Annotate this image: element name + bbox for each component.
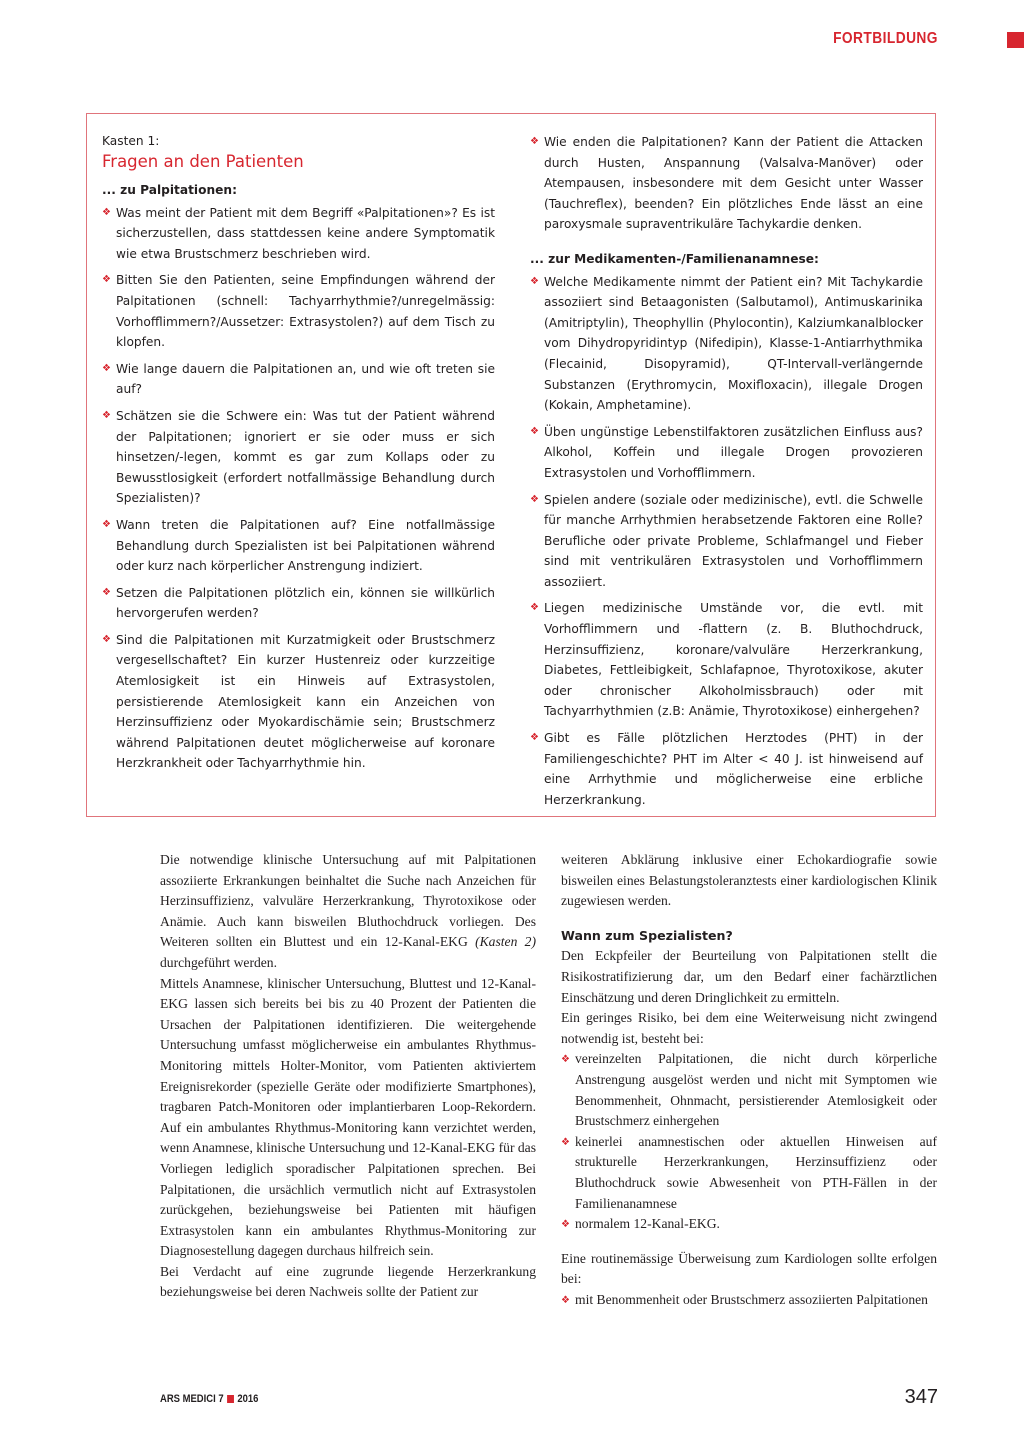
box-question: ❖ Liegen medizinische Umstände vor, die evtl. mit Vorhofflimmern und -flattern (z. B. Bluthochdruck, Herzinsuffizienz, koronare/valvuläre Herzerkrankung, Diabetes, Fettleibigkeit, Schlafapnoe, Thyrotoxikose, akuter oder chronischer Alkoholmissbrauch) oder mit Tachyarrhythmien (z.B: Anämie, Thyrotoxikose) einhergehen?	[530, 598, 923, 722]
subsection-heading: Wann zum Spezialisten?	[561, 927, 733, 943]
body-paragraph: Den Eckpfeiler der Beurteilung von Palpitationen stellt die Risikostratifizierung dar, um den Bedarf einer fachärztlichen Einschätzung und deren Dringlichkeit zu ermitteln.	[561, 948, 937, 1005]
box-label: Kasten 1:	[102, 134, 160, 148]
footer-journal: ARS MEDICI 7 2016	[160, 1393, 259, 1405]
page-number: 347	[904, 1386, 938, 1408]
box-question: ❖ Schätzen sie die Schwere ein: Was tut der Patient während der Palpitationen; ignoriert er sie oder muss er sich hinsetzen/-legen, kommt es gar zum Kollaps oder zu Bewusstlosigkeit (erfordert notfallmässige Behandlung durch Spezialisten)?	[102, 406, 495, 509]
body-column-left	[160, 850, 536, 1303]
body-paragraph: Bei Verdacht auf eine zugrunde liegende Herzerkrankung beziehungsweise bei deren Nachweis sollte der Patient zur	[160, 1263, 536, 1300]
section-label: FORTBILDUNG	[833, 30, 938, 47]
box-question: ❖ Welche Medikamente nimmt der Patient ein? Mit Tachykardie assoziiert sind Betaagonisten (Salbutamol), Antimuskarinika (Amitriptylin), Theophyllin (Phylocontin), Kalziumkanalblocker vom Dihydropyridintyp (Nifedipin), Klasse-1-Antiarrhythmika (Flecainid, Disopyramid), QT-Intervall-verlängernde Substanzen (Erythromycin, Moxifloxacin), illegale Drogen (Kokain, Amphetamine).	[530, 272, 923, 416]
box-question: ❖ Wie lange dauern die Palpitationen an, und wie oft treten sie auf?	[102, 359, 495, 400]
box-reference: (Kasten 2)	[475, 934, 536, 950]
body-bullet: ❖ keinerlei anamnestischen oder aktuellen Hinweisen auf strukturelle Herzerkrankungen, Herzinsuffizienz oder Bluthochdruck sowie Abwesenheit von PTH-Fällen in der Familienanamnese	[561, 1133, 937, 1211]
diamond-bullet-icon: ❖	[530, 425, 539, 437]
diamond-bullet-icon: ❖	[102, 274, 111, 286]
body-paragraph: Eine routinemässige Überweisung zum Kardiologen sollte erfolgen bei:	[561, 1250, 937, 1287]
diamond-bullet-icon: ❖	[530, 493, 539, 505]
body-column-right	[561, 850, 937, 1310]
body-bullet: ❖ mit Benommenheit oder Brustschmerz assoziierten Palpitationen	[561, 1290, 937, 1311]
body-paragraph: Die notwendige klinische Untersuchung auf mit Palpitationen assoziierte Erkrankungen beinhaltet die Suche nach Anzeichen für Herzinsuffizienz, valvuläre Herzerkrankung, Thyrotoxikose oder Anämie. Auch kann bisweilen Bluthochdruck vorliegen. Des Weiteren sollten ein Bluttest und ein 12-Kanal-EKG (Kasten 2) durchgeführt werden.	[160, 852, 536, 970]
diamond-bullet-icon: ❖	[530, 602, 539, 614]
box-column-left	[102, 132, 495, 780]
body-paragraph: weiteren Abklärung inklusive einer Echokardiografie sowie bisweilen eines Belastungstoleranztests einer kardiologischen Klinik zugewiesen werden.	[561, 852, 937, 909]
diamond-bullet-icon: ❖	[102, 518, 111, 530]
diamond-bullet-icon: ❖	[561, 1136, 570, 1148]
diamond-bullet-icon: ❖	[530, 732, 539, 744]
box-section-heading: ... zu Palpitationen:	[102, 183, 237, 197]
box-question: ❖ Was meint der Patient mit dem Begriff «Palpitationen»? Es ist sicherzustellen, dass stattdessen keine andere Symptomatik wie etwa Brustschmerz beschrieben wird.	[102, 203, 495, 265]
diamond-bullet-icon: ❖	[102, 362, 111, 374]
box-question: ❖ Bitten Sie den Patienten, seine Empfindungen während der Palpitationen (schnell: Tachyarrhythmie?/unregelmässig: Vorhofflimmern?/Aussetzer: Extrasystolen?) auf dem Tisch zu klopfen.	[102, 270, 495, 352]
header-square-marker	[1007, 32, 1024, 48]
footer-square-marker	[227, 1395, 234, 1403]
body-bullet: ❖ normalem 12-Kanal-EKG.	[561, 1214, 937, 1235]
body-paragraph: Mittels Anamnese, klinischer Untersuchung, Bluttest und 12-Kanal-EKG lassen sich bereits bei bis zu 40 Prozent der Patienten die Ursachen der Palpitationen identifizieren. Die weitergehende Untersuchung umfasst möglicherweise ein ambulantes Rhythmus-Monitoring mittels Holter-Monitor, vom Patienten aktiviertem Ereignisrekorder (spezielle Geräte oder modifizierte Smartphones), tragbaren Patch-Monitoren oder implantierbaren Loop-Rekordern. Auf ein ambulantes Rhythmus-Monitoring kann verzichtet werden, wenn Anamnese, klinische Untersuchung und 12-Kanal-EKG für das Vorliegen lediglich sporadischer Palpitationen sprechen. Bei Palpitationen, die ursächlich vermutlich nicht auf Extrasystolen zurückgehen, beziehungsweise bei Patienten mit häufigen Extrasystolen kann ein ambulantes Rhythmus-Monitoring zur Diagnosestellung dagegen durchaus hilfreich sein.	[160, 975, 536, 1259]
box-question: ❖ Sind die Palpitationen mit Kurzatmigkeit oder Brustschmerz vergesellschaftet? Ein kurzer Hustenreiz oder kurzzeitige Atemlosigkeit ist ein Hinweis auf Extrasystolen, persistierende Atemlosigkeit kann ein Anzeichen von Herzinsuffizienz oder Myokardischämie sein; Brustschmerz während Palpitationen deutet möglicherweise auf koronare Herzkrankheit oder Tachyarrhythmie hin.	[102, 630, 495, 774]
diamond-bullet-icon: ❖	[561, 1054, 570, 1066]
diamond-bullet-icon: ❖	[530, 275, 539, 287]
diamond-bullet-icon: ❖	[561, 1219, 570, 1231]
diamond-bullet-icon: ❖	[561, 1294, 570, 1306]
diamond-bullet-icon: ❖	[102, 633, 111, 645]
box-column-right	[530, 132, 923, 816]
box-title: Fragen an den Patienten	[102, 152, 304, 171]
box-question: ❖ Gibt es Fälle plötzlichen Herztodes (PHT) in der Familiengeschichte? PHT im Alter < 40 J. ist hinweisend auf eine Arrhythmie und möglicherweise eine erbliche Herzerkrankung.	[530, 728, 923, 810]
body-paragraph: Ein geringes Risiko, bei dem eine Weiterweisung nicht zwingend notwendig ist, besteht bei:	[561, 1010, 937, 1046]
box-question: ❖ Setzen die Palpitationen plötzlich ein, können sie willkürlich hervorgerufen werden?	[102, 583, 495, 624]
box-question: ❖ Spielen andere (soziale oder medizinische), evtl. die Schwelle für manche Arrhythmien herabsetzende Faktoren eine Rolle? Berufliche oder private Probleme, Schlafmangel und Fieber sind mit ventrikulären Extrasystolen und Vorhofflimmern assoziiert.	[530, 490, 923, 593]
box-question: ❖ Wann treten die Palpitationen auf? Eine notfallmässige Behandlung durch Spezialisten ist bei Palpitationen während oder kurz nach körperlicher Anstrengung indiziert.	[102, 515, 495, 577]
diamond-bullet-icon: ❖	[102, 409, 111, 421]
diamond-bullet-icon: ❖	[102, 586, 111, 598]
box-question: ❖ Üben ungünstige Lebenstilfaktoren zusätzlichen Einfluss aus? Alkohol, Koffein und illegale Drogen provozieren Extrasystolen und Vorhofflimmern.	[530, 422, 923, 484]
body-bullet: ❖ vereinzelten Palpitationen, die nicht durch körperliche Anstrengung ausgelöst werden und nicht mit Symptomen wie Benommenheit, Ohnmacht, persistierender Atemlosigkeit oder Brustschmerz einhergehen	[561, 1051, 937, 1129]
diamond-bullet-icon: ❖	[102, 206, 111, 218]
box-question: ❖ Wie enden die Palpitationen? Kann der Patient die Attacken durch Husten, Anspannung (Valsalva-Manöver) oder Atempausen, insbesondere mit dem Gesicht unter Wasser (Tauchreflex), beenden? Ein plötzliches Ende lässt an eine paroxysmale supraventrikuläre Tachykardie denken.	[530, 132, 923, 235]
box-section-heading: ... zur Medikamenten-/Familienanamnese:	[530, 251, 819, 266]
diamond-bullet-icon: ❖	[530, 136, 539, 147]
info-box-kasten-1	[86, 113, 936, 817]
